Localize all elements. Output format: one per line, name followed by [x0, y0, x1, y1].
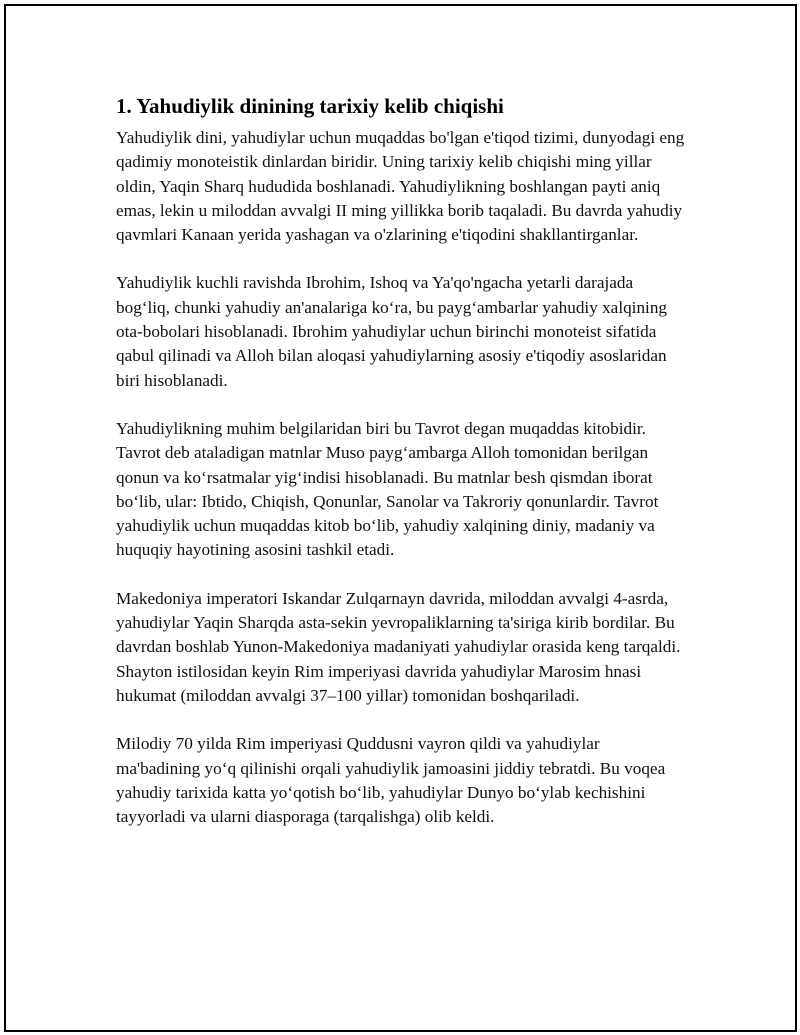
document-title: 1. Yahudiylik dinining tarixiy kelib chiqishi	[116, 94, 504, 118]
paragraph-patriarchs: Yahudiylik kuchli ravishda Ibrohim, Ishoq va Ya'qo'ngacha yetarli darajada bog‘liq, chunki yahudiy an'analariga ko‘ra, bu payg‘ambarlar yahudiy xalqining ota-bobolari hisoblanadi. Ibrohim yahudiylar uchun birinchi monoteist sifatida qabul qilinadi va Alloh bilan aloqasi yahudiylarning asosiy e'tiqodiy asoslaridan biri hisoblanadi.	[116, 273, 668, 390]
paragraph-torah: Yahudiylikning muhim belgilaridan biri bu Tavrot degan muqaddas kitobidir. Tavrot deb ataladigan matnlar Muso payg‘ambarga Alloh tomonidan berilgan qonun va ko‘rsatmalar yig‘indisi hisoblanadi. Bu matnlar besh qismdan iborat bo‘lib, ular: Ibtido, Chiqish, Qonunlar, Sanolar va Takroriy qonunlardir. Tavrot yahudiylik uchun muqaddas kitob bo‘lib, yahudiy xalqining diniy, madaniy va huquqiy hayotining asosini tashkil etadi.	[116, 418, 659, 560]
paragraph-origins: Yahudiylik dini, yahudiylar uchun muqaddas bo'lgan e'tiqod tizimi, dunyodagi eng qadimiy monoteistik dinlardan biridir. Uning tarixiy kelib chiqishi ming yillar oldin, Yaqin Sharq hududida boshlanadi. Yahudiylikning boshlangan payti aniq emas, lekin u miloddan avvalgi II ming yillikka borib taqaladi. Bu davrda yahudiy qavmlari Kanaan yerida yashagan va o'zlarining e'tiqodini shakllantirganlar.	[116, 128, 685, 245]
paragraph-hellenistic-period: Makedoniya imperatori Iskandar Zulqarnayn davrida, miloddan avvalgi 4-asrda, yahudiylar Yaqin Sharqda asta-sekin yevropaliklarning ta'siriga kirib bordilar. Bu davrdan boshlab Yunon-Makedoniya madaniyati yahudiylar orasida keng tarqaldi. Shayton istilosidan keyin Rim imperiyasi davrida yahudiylar Marosim hnasi hukumat (miloddan avvalgi 37–100 yillar) tomonidan boshqariladi.	[116, 588, 681, 705]
document-body	[116, 92, 686, 853]
paragraph-diaspora: Milodiy 70 yilda Rim imperiyasi Quddusni vayron qildi va yahudiylar ma'badining yo‘q qilinishi orqali yahudiylik jamoasini jiddiy tebratdi. Bu voqea yahudiy tarixida katta yo‘qotish bo‘lib, yahudiylar Dunyo bo‘ylab kechishini tayyorladi va ularni diasporaga (tarqalishga) olib keldi.	[116, 734, 666, 827]
